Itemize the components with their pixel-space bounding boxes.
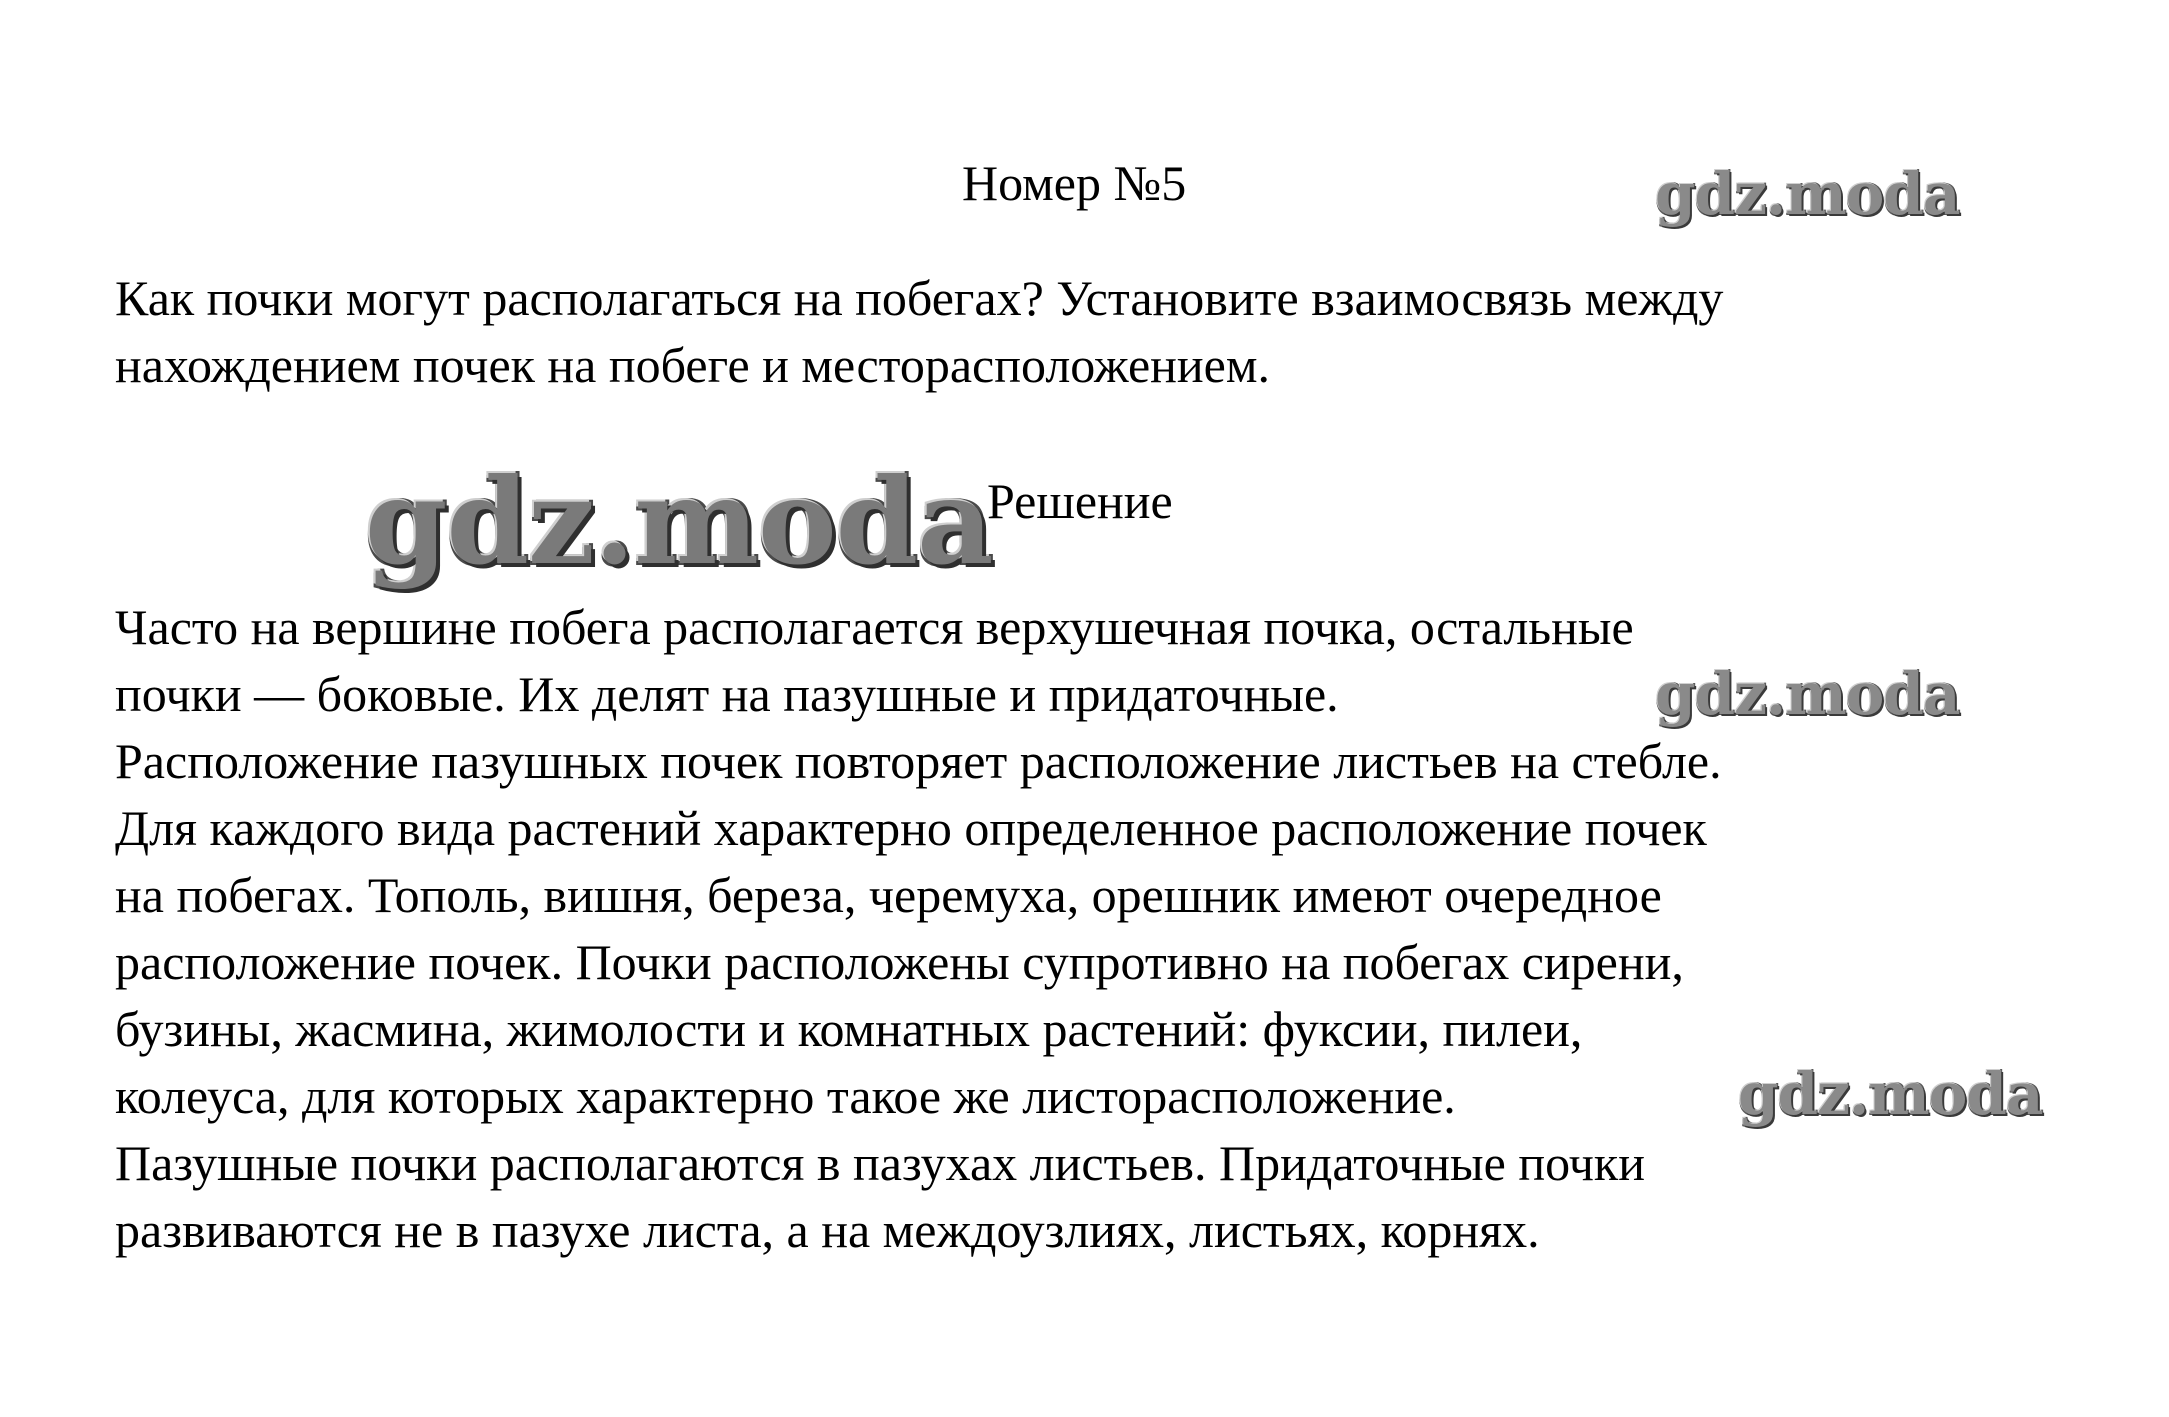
question-line: Как почки могут располагаться на побегах? Установите взаимосвязь между xyxy=(115,270,1724,326)
watermark-logo: gdz.moda xyxy=(1655,160,1960,228)
solution-line: Для каждого вида растений характерно определенное расположение почек xyxy=(115,800,1707,856)
solution-line: Расположение пазушных почек повторяет расположение листьев на стебле. xyxy=(115,733,1722,789)
solution-line: развиваются не в пазухе листа, а на междоузлиях, листьях, корнях. xyxy=(115,1202,1540,1258)
question-line: нахождением почек на побеге и месторасположением. xyxy=(115,337,1270,393)
solution-heading: Решение xyxy=(987,473,1173,529)
solution-line: на побегах. Тополь, вишня, береза, черемуха, орешник имеют очередное xyxy=(115,867,1662,923)
solution-line: Пазушные почки располагаются в пазухах листьев. Придаточные почки xyxy=(115,1135,1645,1191)
solution-line: Часто на вершине побега располагается верхушечная почка, остальные xyxy=(115,599,1634,655)
page-title: Номер №5 xyxy=(962,155,1187,211)
solution-line: бузины, жасмина, жимолости и комнатных растений: фуксии, пилеи, xyxy=(115,1001,1583,1057)
watermark-logo: gdz.moda xyxy=(1738,1060,2043,1128)
solution-line: колеуса, для которых характерно такое же листорасположение. xyxy=(115,1068,1456,1124)
watermark-logo: gdz.moda xyxy=(1655,660,1960,728)
question-text xyxy=(115,265,2115,399)
solution-line: расположение почек. Почки расположены супротивно на побегах сирени, xyxy=(115,934,1684,990)
solution-line: почки — боковые. Их делят на пазушные и придаточные. xyxy=(115,666,1339,722)
watermark-logo: gdz.moda xyxy=(365,452,993,591)
